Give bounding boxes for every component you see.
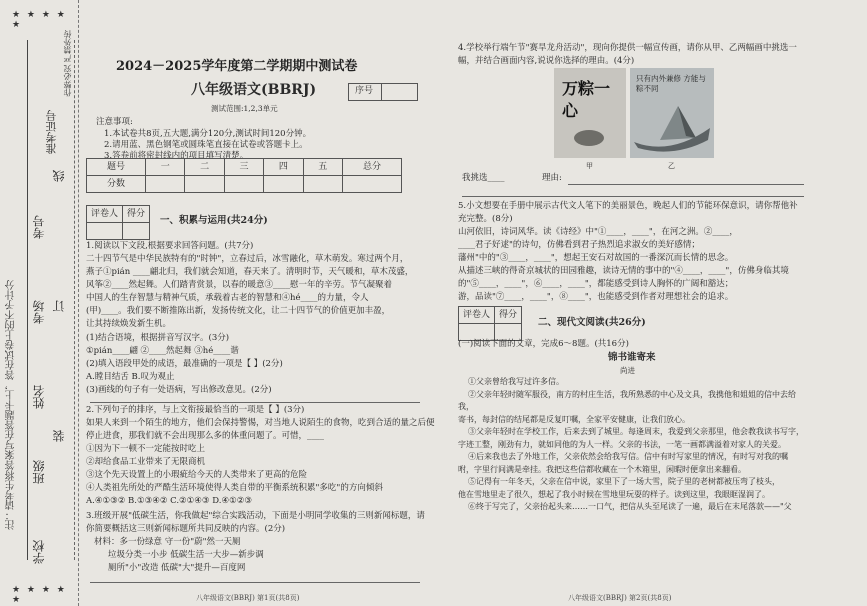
article-title: 锦书谁寄来	[608, 352, 656, 363]
section2-heading: 二、现代文阅读(共26分)	[538, 317, 646, 328]
cut-mark-1: 装	[52, 430, 66, 442]
q5-intro: 5.小文想要在手册中展示古代文人笔下的美丽景色，晚起人们的节能环保意识，请你帮他补充完整。(8分)	[458, 201, 798, 224]
seq-divider	[381, 84, 382, 100]
choose-label: 我挑选____	[462, 173, 505, 183]
q3-material: 材料：多一份绿意 守一份"蔚"然一天厕	[94, 537, 241, 547]
score-cell[interactable]	[342, 176, 401, 193]
cut-line	[74, 40, 75, 560]
field-school: 学校	[32, 540, 46, 564]
q3-material: 垃圾分类一小步 低碳生活一大步—新步调	[108, 550, 264, 560]
field-name: 姓名	[32, 385, 46, 409]
q3-intro: 3.班级开展"低碳生活，你我做起"综合实践活动，下面是小明同学收集的三则新闻标题，请	[86, 511, 425, 521]
q1-sub: (3)画线的句子有一处语病，写出修改意见。(2分)	[86, 385, 272, 395]
top-right-notes: 作弊必究 严禁外传	[63, 30, 72, 97]
q2-choices: A.④①③② B.①③④② C.②①④③ D.④①②③	[86, 496, 252, 506]
q5-line: 从描述三峡的得奇京城状的田园雅趣，读诗无情的事中的"④____，____"，仿佛身临其境	[458, 266, 789, 276]
article-para: ②父亲年轻时随军服役，南方的村庄生活，我所熟悉的中心及文具，我携他和姐姐的信中去给我，	[458, 389, 796, 411]
q1-line: (甲)____。我们要不断推陈出新，发扬传统文化，让二十四节气的价值更加丰盈，	[86, 306, 391, 316]
article-para: 字迹工整，刚劲有力，就如同他的为人一样。父亲的书法，一笔一画都满溢着对家人的关爱。	[458, 439, 786, 449]
q2-intro: 2.下列句子的排序，与上文衔接最恰当的一项是【 】(3分)	[86, 405, 305, 415]
scorer-cell[interactable]	[87, 223, 123, 240]
score-col: 题号	[87, 159, 146, 176]
score-table-header	[87, 159, 402, 176]
scorer-box-1	[86, 205, 150, 240]
cut-mark-3: 线	[52, 170, 66, 182]
score-cell[interactable]	[224, 176, 263, 193]
q4-text: 4.学校举行端午节"赛旱龙舟活动"，现向你提供一幅宣传画，请你从甲、乙两幅画中挑选一幅，并结合画面内容,说说你选择的理由。(4分)	[458, 43, 797, 66]
score-col: 三	[224, 159, 263, 176]
q1-line: 风筝②____然起舞。人们踏青赏景，以春的暖意③____慰一年的辛劳。节气凝聚着	[86, 280, 393, 290]
q1-sub: (1)结合语境，根据拼音写汉字。(3分)	[86, 333, 230, 343]
q1-sub: ①pián____翩 ②____然起舞 ③hé____谐	[86, 346, 239, 356]
q1-intro: 1.阅读以下文段,根据要求回答问题。(共7分)	[86, 241, 254, 251]
article-para: ④后来我也去了外地工作，父亲依然会给我写信。信中有时写家里的情况，有时写对我的嘱	[468, 452, 788, 461]
score-cell[interactable]	[185, 176, 224, 193]
score-col: 一	[146, 159, 185, 176]
stars-top: ★ ★ ★ ★ ★	[12, 10, 67, 30]
section1-heading: 一、积累与运用(共24分)	[160, 215, 268, 226]
exam-scope: 测试范围:1,2,3单元	[211, 104, 278, 113]
article-para: ③父亲年轻时在学校工作，后来去到了城里。每逢周末，我爱到父亲那里，他会教我读书写字，	[468, 427, 804, 436]
article-para: 咐，字里行间满是牵挂。我把这些信都收藏在一个木箱里，闲暇时便拿出来翻看。	[458, 464, 746, 474]
answer-line[interactable]	[90, 582, 420, 583]
q1-subquestions	[86, 332, 438, 397]
score-label: 得分	[495, 307, 522, 324]
q1-line: 二十四节气是中华民族特有的"时钟"，立春过后，冰雪融化，草木萌发。寒过两个月，	[86, 254, 409, 264]
q5-line: 藩州"中的"③____，____"，想起王安石对故国的一番深沉而长情的思念。	[458, 253, 734, 263]
article-para: 他在雪地里走了很久，想起了我小时候在雪地里玩耍的样子。读到这里，我眼眶湿润了。	[458, 489, 770, 499]
field-class: 班级	[32, 460, 46, 484]
q1-line: 燕子①pián ____翩北归，我们就会知道，春天来了。清明时节，天气暖和，草木茂盛，	[86, 267, 414, 277]
score-cell[interactable]	[146, 176, 185, 193]
q3	[86, 510, 438, 575]
note-2: 2.请用蓝、黑色钢笔或圆珠笔直接在试卷或答题卡上。	[104, 140, 308, 150]
stars-bottom: ★ ★ ★ ★ ★	[12, 585, 67, 605]
exam-subject: 八年级语文(BBRJ)	[191, 82, 317, 98]
q3-material: 厕所"小"改造 低碳"大"提升—百度网	[108, 563, 246, 573]
article-para: ⑤记得有一年冬天，父亲在信中说，家里下了一场大雪，院子里的老树都被压弯了枝头，	[468, 477, 780, 486]
right-page	[458, 0, 858, 606]
score-cell[interactable]	[123, 223, 150, 240]
poster-b-slogan: 只有内外兼修 方能与粽不同	[636, 74, 706, 93]
notes-title: 注意事项:	[96, 117, 133, 127]
q5-line: ____君子好逑"的诗句，仿佛看到君子热烈追求淑女的美好感情；	[458, 240, 700, 250]
q5-line: 山河依旧，诗词风华。读《诗经》中"①____，____"，在河之洲。②____，	[458, 227, 738, 237]
q2-line: 停止进食，那我们就不会出现那么多的体重问题了。可惜，____	[86, 431, 325, 441]
poster-b	[630, 68, 714, 158]
poster-a	[554, 68, 626, 158]
score-table-row	[87, 176, 402, 193]
answer-line[interactable]	[462, 196, 804, 197]
poster-a-caption: 甲	[586, 162, 593, 170]
q2-line: 如果人来到一个陌生的地方，他们会保持警惕，对当地人说陌生的食物，吃到合适的量之后便	[86, 418, 435, 428]
answer-line[interactable]	[568, 184, 804, 185]
q2-option: ③这个先天设置上的小瑕疵给今天的人类带来了更高的危险	[86, 470, 308, 480]
q1-sub: A.瞠目结舌 B.叹为观止	[86, 372, 175, 382]
article-para: ①父亲曾给我写过许多信。	[468, 377, 564, 386]
page-footer-1: 八年级语文(BBRJ) 第1页(共8页)	[196, 594, 300, 602]
score-cell[interactable]	[303, 176, 342, 193]
dragon-boat-illustration	[630, 98, 714, 156]
answer-line[interactable]	[90, 402, 420, 403]
cut-mark-2: 订	[52, 300, 66, 312]
reason-label: 理由:	[542, 173, 562, 183]
q2-text	[86, 417, 438, 508]
field-number: 考号	[32, 215, 46, 239]
q2-option: ④人类祖先所处的严酷生活环境使得人类自带的平衡系统积累"多吃"的方向倾斜	[86, 483, 383, 493]
scorer-label: 评卷人	[87, 206, 123, 223]
score-cell[interactable]	[264, 176, 303, 193]
note-1: 1.本试卷共8页,五大题,满分120分,测试时间120分钟。	[104, 129, 312, 139]
scorer-box-2	[458, 306, 522, 341]
seq-box	[348, 83, 418, 101]
exam-id-label: 准考证号	[45, 110, 58, 154]
poster-b-caption: 乙	[668, 162, 675, 170]
article-para: 寄书，每封信的结尾都是反复叮嘱，全家平安健康，让我们放心。	[458, 414, 690, 424]
binding-strip	[0, 0, 79, 606]
binding-notice: 注：请考生将答案写在答题卡上，答在试卷上的不予计分	[6, 280, 17, 530]
q1-line: 让其持续焕发新生机。	[86, 319, 172, 329]
score-row-label: 分数	[87, 176, 146, 193]
score-table	[86, 158, 402, 193]
score-col: 四	[264, 159, 303, 176]
score-label: 得分	[123, 206, 150, 223]
page-footer-2: 八年级语文(BBRJ) 第2页(共8页)	[568, 594, 672, 602]
q2-option: ①因为下一顿不一定能按时吃上	[86, 444, 206, 454]
q1-line: 中国人的生存智慧与精神气质，承载着古老的智慧和④hé____的力量，令人	[86, 293, 369, 303]
article-body	[458, 376, 810, 514]
q5-line: 游，品读"⑦____，____"，⑧____"，也能感受到作者对理想社会的追求。	[458, 292, 734, 302]
scorer-label: 评卷人	[459, 307, 495, 324]
exam-title: 2024－2025学年度第二学期期中测试卷	[116, 59, 358, 74]
note-3: 3.答卷前将密封线内的项目填写清楚。	[104, 151, 249, 161]
q5-line: 的"⑤____，____"，⑥____，____"，都能感受到诗人胸怀的广阔和豁达；	[458, 279, 734, 289]
q2-option: ②却给食品工业带来了无限商机	[86, 457, 206, 467]
article-author: 尚进	[620, 366, 635, 375]
part1-intro: (一)阅读下面的文章，完成6～8题。(共16分)	[458, 339, 629, 349]
score-col: 总分	[342, 159, 401, 176]
q3-intro-2: 你简要概括这三则新闻标题所共同反映的内容。(2分)	[86, 524, 286, 534]
binding-divider	[27, 40, 28, 560]
seq-label: 序号	[355, 86, 374, 96]
poster-a-slogan: 万粽一心	[562, 79, 611, 120]
q5-text	[458, 226, 806, 304]
q1-sub: (2)填入语段甲处的成语，最准确的一项是【 】(2分)	[86, 359, 283, 369]
zongzi-illustration	[574, 130, 604, 146]
article-para: ⑥终于写完了，父亲抬起头来……一口气，把信从头至尾读了一遍，最后在末尾落款——"父	[468, 502, 792, 511]
score-col: 二	[185, 159, 224, 176]
field-room: 考场	[32, 300, 46, 324]
q1-text	[86, 253, 438, 331]
score-col: 五	[303, 159, 342, 176]
left-page	[86, 0, 450, 606]
